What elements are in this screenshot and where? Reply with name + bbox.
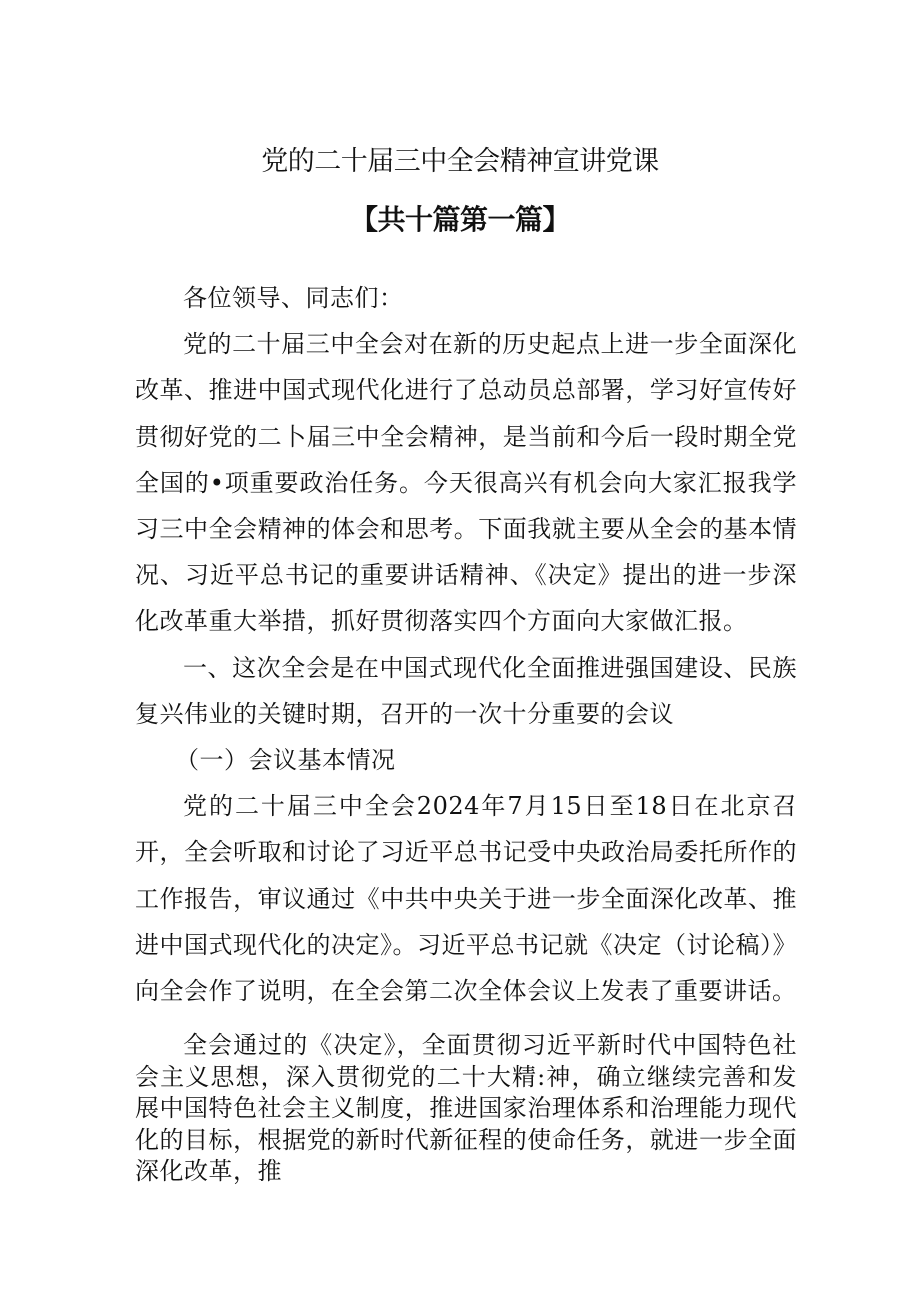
- body-paragraph: 全会通过的《决定》，全面贯彻习近平新时代中国特色社会主义思想，深入贯彻党的二十大精:神，确立继续完善和发展中国特色社会主义制度，推进国家治理体系和治理能力现代化的目标，根据党的新时代新征程的使命任务，就进一步全面深化改革，推: [135, 1031, 797, 1186]
- salutation: 各位领导、同志们：: [183, 284, 404, 312]
- body-paragraph: 党的二十届三中全会对在新的历史起点上进一步全面深化改革、推进中国式现代化进行了总动员总部署，学习好宣传好贯彻好党的二卜届三中全会精神，是当前和今后一段时期全党全国的•项重要政治任务。今天很高兴有机会向大家汇报我学习三中全会精神的体会和思考。下面我就主要从全会的基本情况、习近平总书记的重要讲话精神、《决定》提出的进一步深化改革重大举措，抓好贯彻落实四个方面向大家做汇报。: [135, 330, 797, 636]
- document-body: [135, 275, 797, 1188]
- document-title: 党的二十届三中全会精神宣讲党课: [261, 146, 659, 177]
- body-paragraph: 党的二十届三中全会2024年7月15日至18日在北京召开，全会听取和讨论了习近平总书记受中央政治局委托所作的工作报告，审议通过《中共中央关于进一步全面深化改革、推进中国式现代化的决定》。习近平总书记就《决定（讨论稿）》向全会作了说明，在全会第二次全体会议上发表了重要讲话。: [135, 792, 797, 1006]
- document-subtitle: 【共十篇第一篇】: [349, 203, 570, 236]
- subsection-heading: （一）会议基本情况: [175, 746, 396, 775]
- section-heading: 一、这次全会是在中国式现代化全面推进强国建设、民族复兴伟业的关键时期，召开的一次十分重要的会议: [135, 653, 797, 728]
